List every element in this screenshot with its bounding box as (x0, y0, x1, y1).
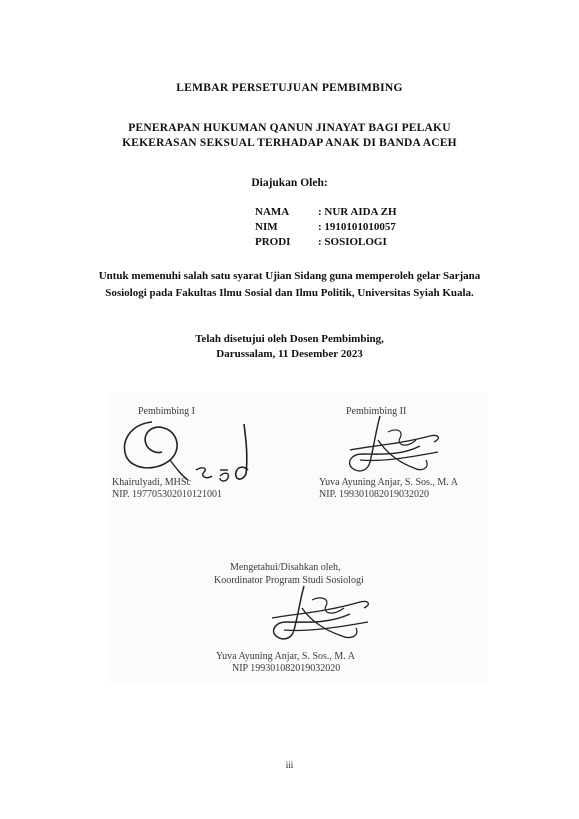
identity-value: : NUR AIDA ZH (318, 206, 397, 218)
identity-label: PRODI (255, 236, 291, 248)
approval-line-1: Telah disetujui oleh Dosen Pembimbing, (195, 333, 384, 345)
identity-label: NAMA (255, 206, 290, 218)
purpose-line-1: Untuk memenuhi salah satu syarat Ujian Sidang guna memperoleh gelar Sarjana (98, 270, 481, 282)
page-title: LEMBAR PERSETUJUAN PEMBIMBING (176, 82, 403, 94)
identity-row-nim (255, 220, 397, 235)
advisor1-nip: NIP. 197705302010121001 (112, 489, 223, 500)
advisor2-nip: NIP. 199301082019032020 (319, 489, 430, 500)
advisor2-role: Pembimbing II (346, 406, 407, 417)
advisor1-role: Pembimbing I (138, 406, 195, 417)
coordinator-name: Yuva Ayuning Anjar, S. Sos., M. A (216, 651, 355, 662)
identity-row-name (255, 205, 397, 220)
page-number: iii (285, 760, 294, 770)
advisor2-name: Yuva Ayuning Anjar, S. Sos., M. A (319, 477, 458, 488)
identity-row-prodi (255, 235, 397, 250)
advisor2-signature-icon (330, 410, 450, 482)
thesis-title-line-2: KEKERASAN SEKSUAL TERHADAP ANAK DI BANDA ACEH (122, 137, 457, 149)
coordinator-signature-icon (250, 578, 380, 650)
student-identity (255, 205, 397, 250)
purpose-line-2: Sosiologi pada Fakultas Ilmu Sosial dan Ilmu Politik, Universitas Syiah Kuala. (105, 287, 474, 299)
identity-label: NIM (255, 221, 278, 233)
coordinator-nip: NIP 199301082019032020 (232, 663, 341, 674)
coordinator-heading-2: Koordinator Program Studi Sosiologi (214, 575, 364, 586)
submitted-by-label: Diajukan Oleh: (251, 177, 328, 189)
advisor1-name: Khairulyadi, MHSc (112, 477, 191, 488)
identity-value: : SOSIOLOGI (318, 236, 387, 248)
approval-date-line: Darussalam, 11 Desember 2023 (216, 348, 363, 360)
coordinator-heading-1: Mengetahui/Disahkan oleh, (230, 562, 341, 573)
identity-value: : 1910101010057 (318, 221, 396, 233)
thesis-title-line-1: PENERAPAN HUKUMAN QANUN JINAYAT BAGI PELAKU (128, 122, 451, 134)
